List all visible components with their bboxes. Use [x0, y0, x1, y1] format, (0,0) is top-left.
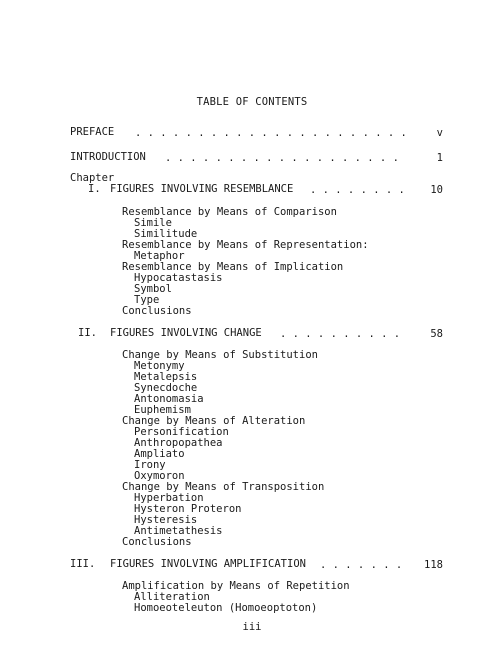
chapter-1-section-heading: Resemblance by Means of Representation:	[122, 239, 369, 251]
chapter-2-leader: . . . . . . . . . .	[280, 328, 401, 340]
toc-entry-introduction-leader: . . . . . . . . . . . . . . . . . . .	[165, 152, 399, 164]
chapter-1-page: 10	[430, 184, 443, 196]
chapter-2-subitem: Anthropopathea	[134, 437, 223, 449]
chapter-1-section-heading: Resemblance by Means of Comparison	[122, 206, 337, 218]
toc-entry-preface-label: PREFACE	[70, 126, 115, 138]
chapter-1-subitem: Metaphor	[134, 250, 185, 262]
chapter-2-subitem: Oxymoron	[134, 470, 185, 482]
page-title: TABLE OF CONTENTS	[196, 96, 308, 108]
chapter-1-numeral: I.	[88, 183, 101, 195]
chapter-2-subitem: Metonymy	[134, 360, 185, 372]
toc-entry-introduction-page: 1	[436, 152, 443, 164]
toc-entry-preface-page: v	[436, 127, 443, 139]
chapter-2-subitem: Hysteron Proteron	[134, 503, 242, 515]
chapter-2-subitem: Hysteresis	[134, 514, 198, 526]
chapter-2-subitem: Ampliato	[134, 448, 185, 460]
chapter-1-subitem: Similitude	[134, 228, 198, 240]
chapter-2-title: FIGURES INVOLVING CHANGE	[110, 327, 262, 339]
chapter-1-title: FIGURES INVOLVING RESEMBLANCE	[110, 183, 294, 195]
chapter-2-numeral: II.	[78, 327, 97, 339]
chapter-1-subitem: Simile	[134, 217, 172, 229]
chapter-3-section-heading: Amplification by Means of Repetition	[122, 580, 350, 592]
chapter-2-subitem: Personification	[134, 426, 229, 438]
chapter-3-title: FIGURES INVOLVING AMPLIFICATION	[110, 558, 306, 570]
chapter-3-subitem: Homoeoteleuton (Homoeoptoton)	[134, 602, 318, 614]
chapter-3-numeral: III.	[70, 558, 96, 570]
toc-entry-preface-leader: . . . . . . . . . . . . . . . . . . . . . .	[135, 127, 407, 139]
chapter-2-section-heading: Change by Means of Alteration	[122, 415, 306, 427]
chapter-2-subitem: Antimetathesis	[134, 525, 223, 537]
chapter-2-page: 58	[430, 328, 443, 340]
chapter-1-subitem: Symbol	[134, 283, 172, 295]
chapter-3-leader: . . . . . . .	[320, 559, 403, 571]
chapter-2-subitem: Hyperbation	[134, 492, 204, 504]
chapter-2-subitem: Euphemism	[134, 404, 191, 416]
chapter-1-subitem: Hypocatastasis	[134, 272, 223, 284]
chapter-2-section-heading: Change by Means of Transposition	[122, 481, 325, 493]
chapter-3-page: 118	[424, 559, 443, 571]
toc-entry-introduction-label: INTRODUCTION	[70, 151, 146, 163]
chapter-2-section-heading: Conclusions	[122, 536, 192, 548]
chapter-label: Chapter	[70, 172, 115, 184]
chapter-3-subitem: Alliteration	[134, 591, 210, 603]
chapter-2-subitem: Metalepsis	[134, 371, 198, 383]
chapter-1-subitem: Type	[134, 294, 160, 306]
chapter-2-subitem: Irony	[134, 459, 166, 471]
chapter-2-subitem: Antonomasia	[134, 393, 204, 405]
chapter-1-section-heading: Resemblance by Means of Implication	[122, 261, 344, 273]
chapter-1-section-heading: Conclusions	[122, 305, 192, 317]
chapter-2-subitem: Synecdoche	[134, 382, 198, 394]
chapter-1-leader: . . . . . . . .	[310, 184, 405, 196]
chapter-2-section-heading: Change by Means of Substitution	[122, 349, 318, 361]
page-number: iii	[242, 621, 262, 633]
